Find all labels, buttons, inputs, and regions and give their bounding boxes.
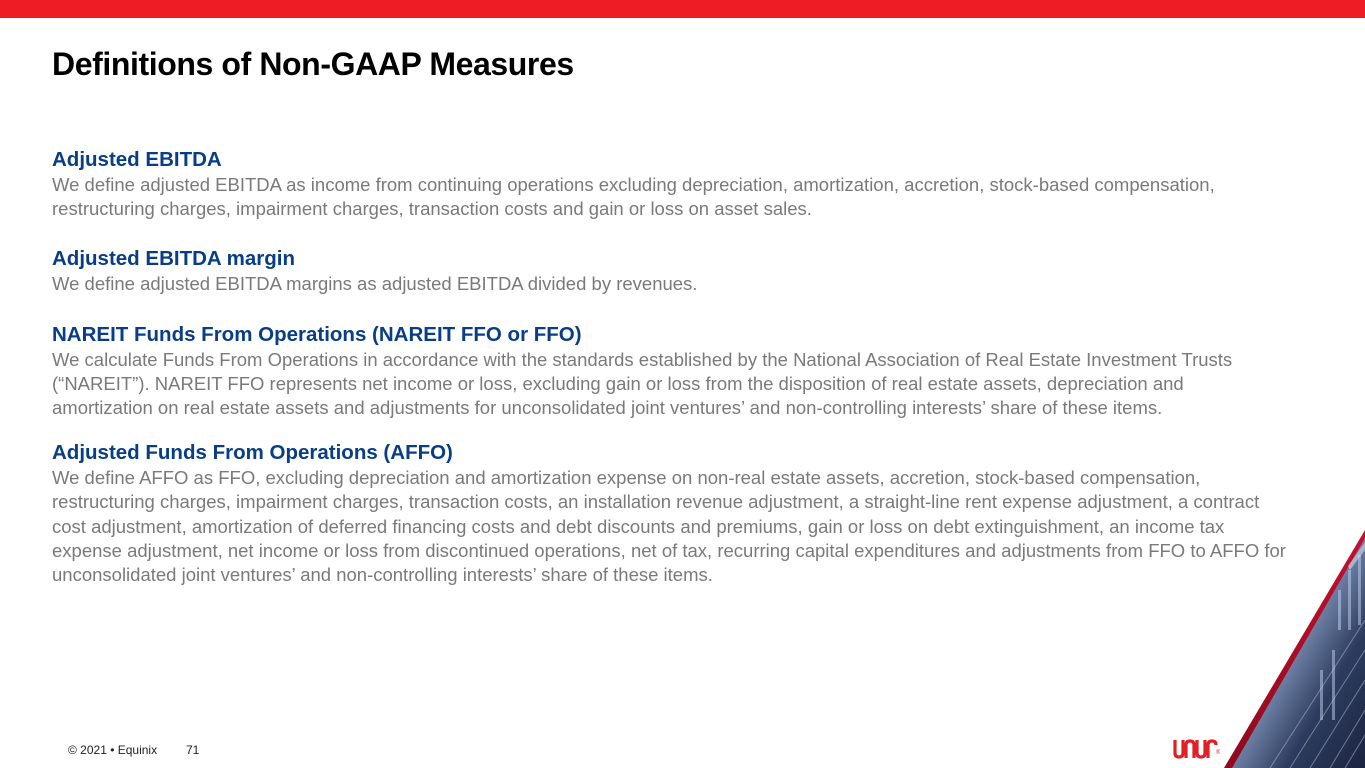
footer-page-number: 71 xyxy=(186,743,200,757)
definitions-list xyxy=(52,147,1287,587)
definition-body: We define adjusted EBITDA as income from continuing operations excluding depreciation, amortization, accretion, stock-based compensation, restructuring charges, impairment charges, transaction costs and gain or loss on asset sales. xyxy=(52,174,1215,220)
page-title: Definitions of Non-GAAP Measures xyxy=(52,46,574,82)
definition-body: We define AFFO as FFO, excluding depreciation and amortization expense on non-real estate assets, accretion, stock-based compensation, restructuring charges, impairment charges, transaction costs, an installation revenue adjustment, a straight-line rent expense adjustment, a contract cost adjustment, amortization of deferred financing costs and debt discounts and premiums, gain or loss on debt extinguishment, an income tax expense adjustment, net income or loss from discontinued operations, net of tax, recurring capital expenditures and adjustments from FFO to AFFO for unconsolidated joint ventures’ and non-controlling interests’ share of these items. xyxy=(52,467,1286,586)
top-accent-bar xyxy=(0,0,1365,18)
definition-heading: Adjusted EBITDA xyxy=(52,148,222,171)
footer-copyright: © 2021 • Equinix xyxy=(68,743,158,757)
definition-body: We calculate Funds From Operations in accordance with the standards established by the National Association of Real Estate Investment Trusts (“NAREIT”). NAREIT FFO represents net income or loss, excluding gain or loss from the disposition of real estate assets, depreciation and amortization on real estate assets and adjustments for unconsolidated joint ventures’ and non-controlling interests’ share of these items. xyxy=(52,348,1233,419)
definition-adjusted-ebitda-margin xyxy=(52,246,1287,296)
definition-nareit-ffo xyxy=(52,322,1287,421)
definition-adjusted-ebitda xyxy=(52,147,1287,221)
equinix-logo-icon xyxy=(1172,736,1220,762)
definition-affo xyxy=(52,440,1287,587)
svg-text:®: ® xyxy=(1216,750,1220,756)
definition-heading: Adjusted EBITDA margin xyxy=(52,247,295,271)
definition-body: We define adjusted EBITDA margins as adjusted EBITDA divided by revenues. xyxy=(52,273,698,295)
datacenter-corner-image xyxy=(1220,530,1365,768)
definition-heading: Adjusted Funds From Operations (AFFO) xyxy=(52,441,453,465)
definition-heading: NAREIT Funds From Operations (NAREIT FFO or FFO) xyxy=(52,322,582,346)
